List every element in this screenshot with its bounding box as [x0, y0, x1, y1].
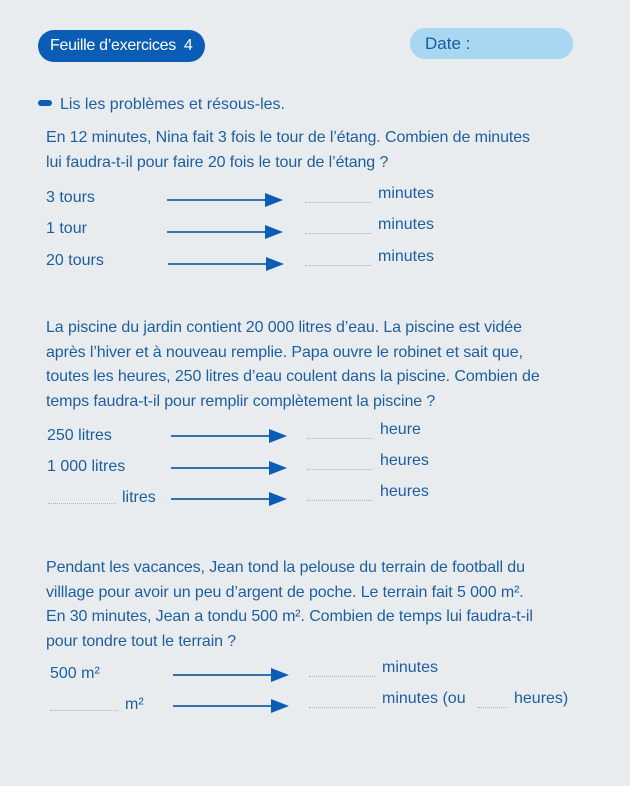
problem-2-row-3: [0, 483, 630, 510]
problem-1-line: En 12 minutes, Nina fait 3 fois le tour de l’étang. Combien de minutes: [46, 129, 530, 146]
hours-answer-blank[interactable]: [478, 707, 508, 708]
arrow-right-icon: [171, 491, 289, 507]
problem-1-line: lui faudra-t-il pour faire 20 fois le tour de l’étang ?: [46, 153, 389, 171]
left-answer-blank[interactable]: [48, 503, 116, 504]
date-label: Date :: [425, 34, 471, 53]
worksheet-title: Feuille d’exercices: [50, 37, 176, 54]
date-field[interactable]: [410, 28, 573, 59]
answer-blank[interactable]: [309, 707, 375, 708]
answer-blank[interactable]: [305, 202, 371, 203]
problem-3-row-2: [0, 690, 630, 717]
arrow-right-icon: [171, 460, 289, 476]
row-left-label: 500 m²: [50, 665, 100, 682]
arrow-right-icon: [171, 428, 289, 444]
worksheet-number: 4: [183, 37, 193, 54]
problem-3-line: pour tondre tout le terrain ?: [46, 632, 237, 650]
problem-2-statement: [46, 316, 616, 414]
row-unit: heure: [380, 421, 421, 438]
problem-2-row-2: [0, 452, 630, 479]
arrow-right-icon: [167, 224, 285, 240]
answer-blank[interactable]: [307, 500, 373, 501]
arrow-right-icon: [168, 256, 286, 272]
problem-1-row-2: [0, 217, 630, 241]
row-left-label: 3 tours: [46, 189, 95, 206]
answer-blank[interactable]: [309, 676, 375, 677]
worksheet-title-badge: [38, 30, 205, 62]
bullet-dash-icon: [38, 100, 52, 106]
row-unit: heures: [380, 483, 429, 500]
problem-1-statement: [46, 126, 616, 175]
row-left-unit: litres: [122, 489, 156, 506]
row-left-label: 250 litres: [47, 427, 112, 444]
problem-2-row-1: [0, 421, 630, 448]
problem-2-line: temps faudra-t-il pour remplir complètement la piscine ?: [46, 392, 436, 410]
row-unit: minutes: [378, 216, 435, 233]
arrow-right-icon: [173, 698, 291, 714]
answer-blank[interactable]: [305, 265, 371, 266]
problem-3-statement: [46, 556, 616, 654]
problem-3-line: Pendant les vacances, Jean tond la pelouse du terrain de football du: [46, 559, 525, 576]
problem-1-row-1: [0, 186, 630, 210]
problem-1-row-3: [0, 249, 630, 273]
left-answer-blank[interactable]: [50, 710, 118, 711]
row-unit: minutes: [382, 659, 439, 676]
row-unit: minutes: [378, 248, 435, 265]
answer-blank[interactable]: [307, 438, 373, 439]
problem-3-row-1: [0, 659, 630, 686]
arrow-right-icon: [173, 667, 291, 683]
answer-blank[interactable]: [305, 233, 371, 234]
row-left-label: 20 tours: [46, 252, 104, 269]
row-unit: minutes (ou: [382, 690, 466, 707]
row-unit: heures: [380, 452, 429, 469]
problem-3-line: villlage pour avoir un peu d’argent de poche. Le terrain fait 5 000 m².: [46, 583, 524, 601]
problem-2-line: après l’hiver et à nouveau remplie. Papa ouvre le robinet et sait que,: [46, 343, 523, 361]
row-extra-unit: heures): [514, 690, 569, 707]
row-left-label: 1 000 litres: [47, 458, 126, 475]
problem-3-line: En 30 minutes, Jean a tondu 500 m². Combien de temps lui faudra-t-il: [46, 608, 533, 626]
instruction: [38, 94, 285, 116]
answer-blank[interactable]: [307, 469, 373, 470]
row-unit: minutes: [378, 185, 435, 202]
instruction-text: Lis les problèmes et résous-les.: [60, 96, 285, 113]
problem-2-line: La piscine du jardin contient 20 000 litres d’eau. La piscine est vidée: [46, 319, 522, 336]
problem-2-line: toutes les heures, 250 litres d’eau coulent dans la piscine. Combien de: [46, 368, 540, 386]
row-left-unit: m²: [125, 696, 144, 713]
row-left-label: 1 tour: [46, 220, 87, 237]
arrow-right-icon: [167, 192, 285, 208]
